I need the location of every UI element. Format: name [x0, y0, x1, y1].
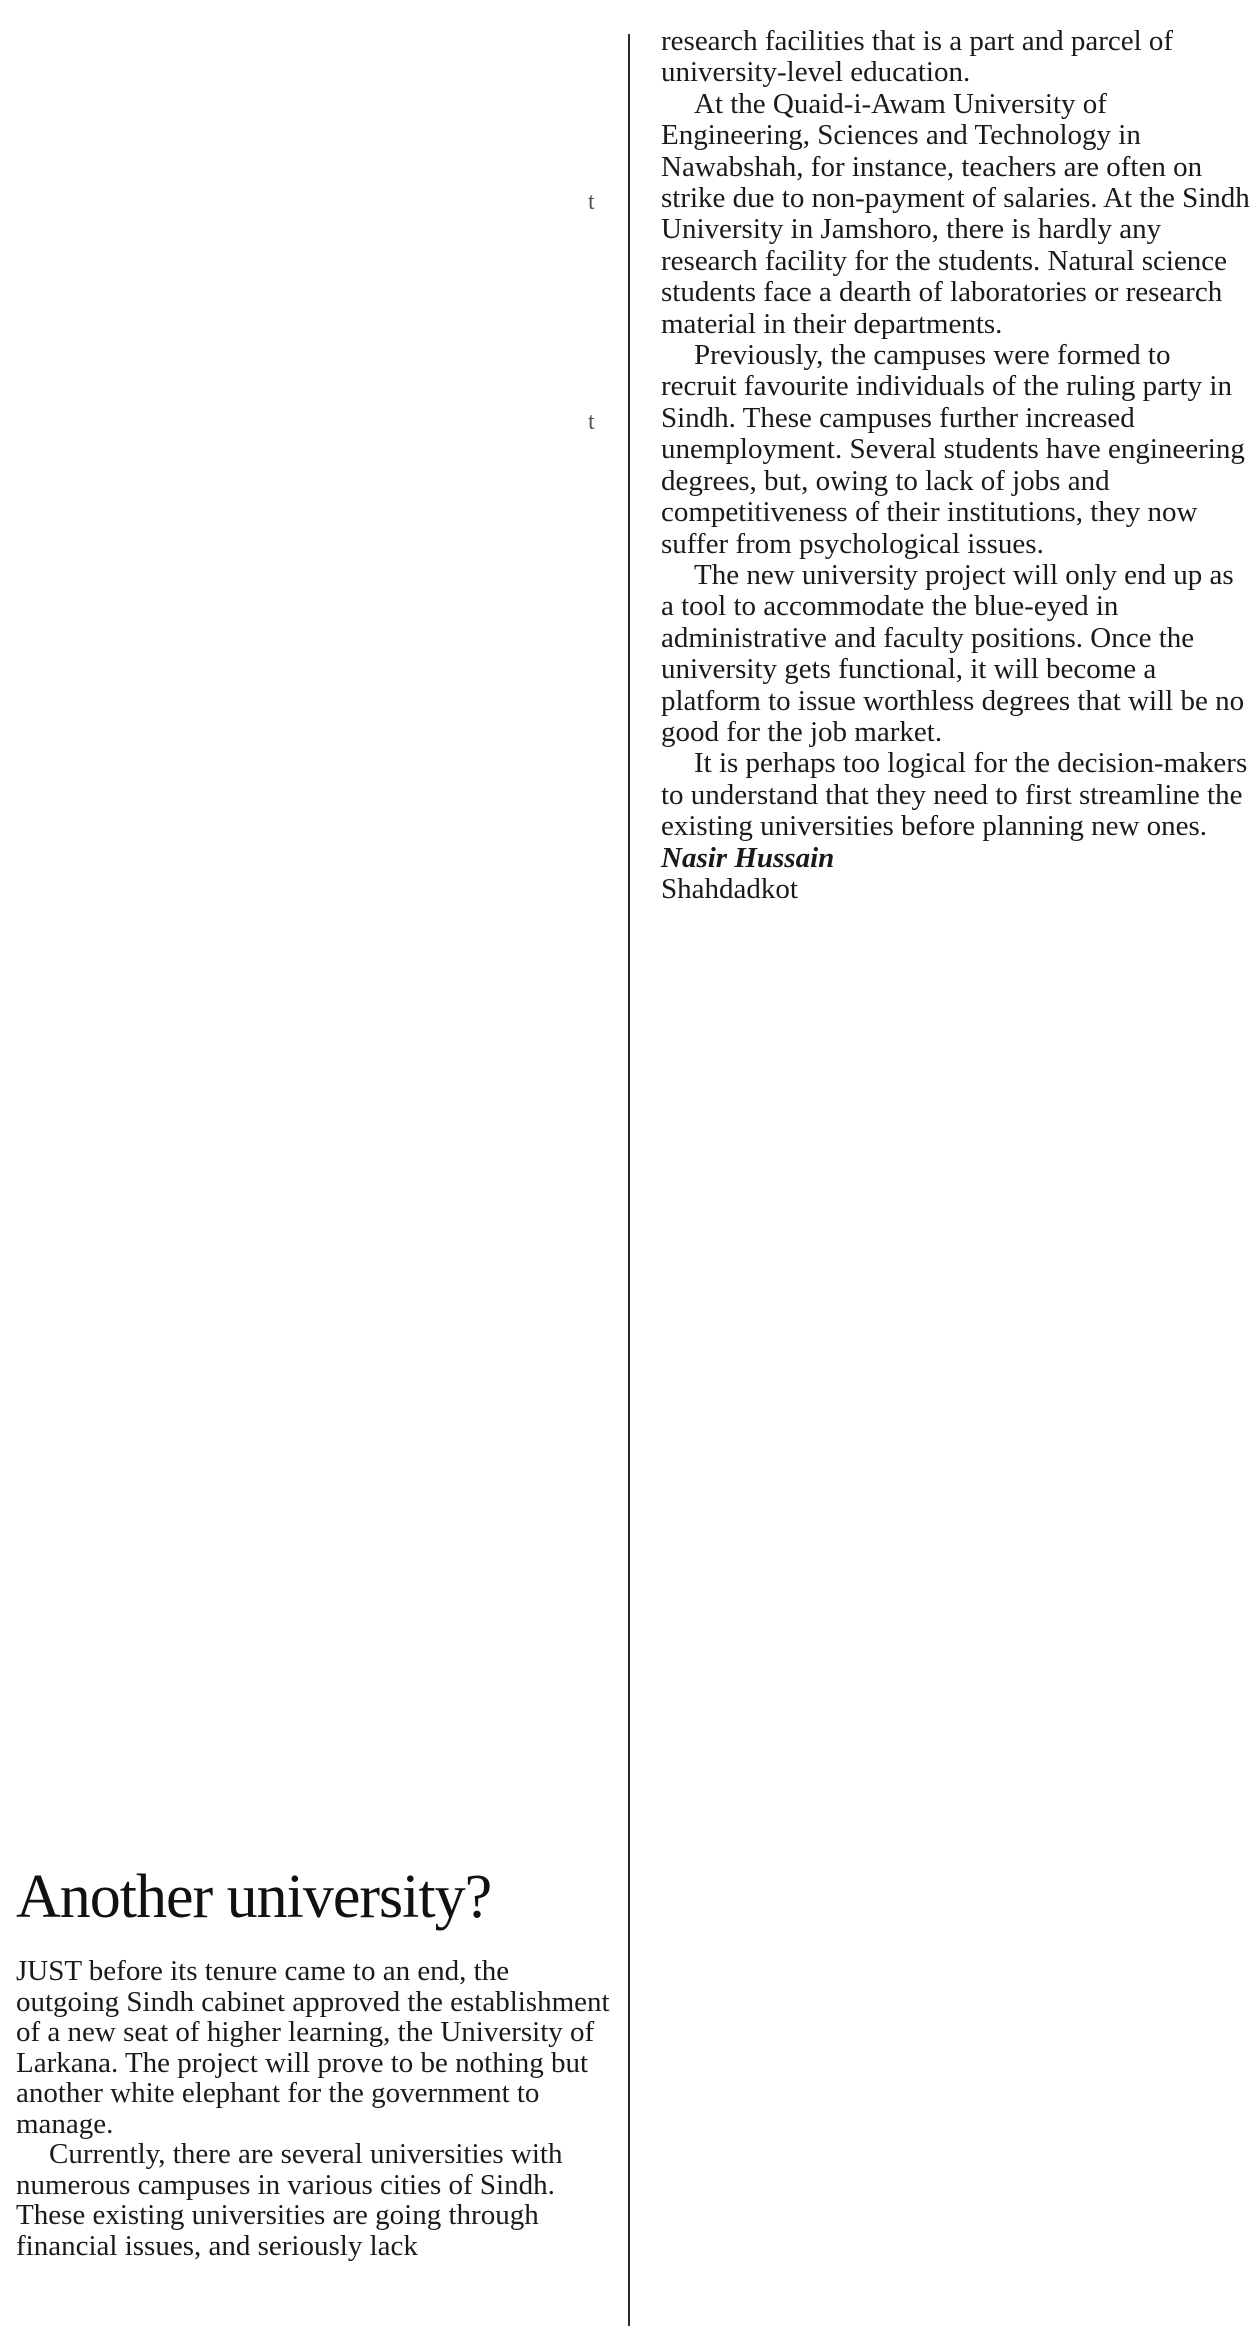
signature-name: Nasir Hussain — [661, 841, 835, 874]
body-paragraph: research facilities that is a part and parcel of university-level education. — [661, 25, 1174, 89]
body-paragraph: JUST before its tenure came to an end, the outgoing Sindh cabinet approved the establishment of a new seat of higher learning, the University of Larkana. The project will prove to be nothing but another white elephant for the government to manage. — [16, 1955, 610, 2140]
column-divider — [628, 34, 630, 2326]
body-paragraph: At the Quaid-i-Awam University of Engineering, Sciences and Technology in Nawabshah, for instance, teachers are often on strike due to non-payment of salaries. At the Sindh University in Jamshoro, there is hardly any research facility for the students. Natural science students face a dearth of laboratories or research material in their departments. — [661, 87, 1250, 340]
margin-fragment: t — [588, 409, 595, 435]
margin-fragment: t — [588, 189, 595, 215]
body-paragraph: Currently, there are several universities with numerous campuses in various cities of Sindh. These existing universities are going through financial issues, and seriously lack — [16, 2138, 563, 2262]
letter-opening-column — [16, 1956, 616, 2261]
letter-headline: Another university? — [16, 1863, 492, 1931]
signature-location: Shahdadkot — [661, 872, 798, 905]
body-paragraph: It is perhaps too logical for the decision-makers to understand that they need to first streamline the existing universities before planning new ones. — [661, 747, 1248, 843]
body-paragraph: Previously, the campuses were formed to recruit favourite individuals of the ruling party in Sindh. These campuses further increased unemployment. Several students have engineering degrees, but, owing to lack of jobs and competitiveness of their institutions, they now suffer from psychological issues. — [661, 339, 1245, 560]
body-paragraph: The new university project will only end up as a tool to accommodate the blue-eyed in administrative and faculty positions. Once the university gets functional, it will become a platform to issue worthless degrees that will be no good for the job market. — [661, 558, 1245, 748]
letter-continuation-column — [661, 26, 1251, 905]
